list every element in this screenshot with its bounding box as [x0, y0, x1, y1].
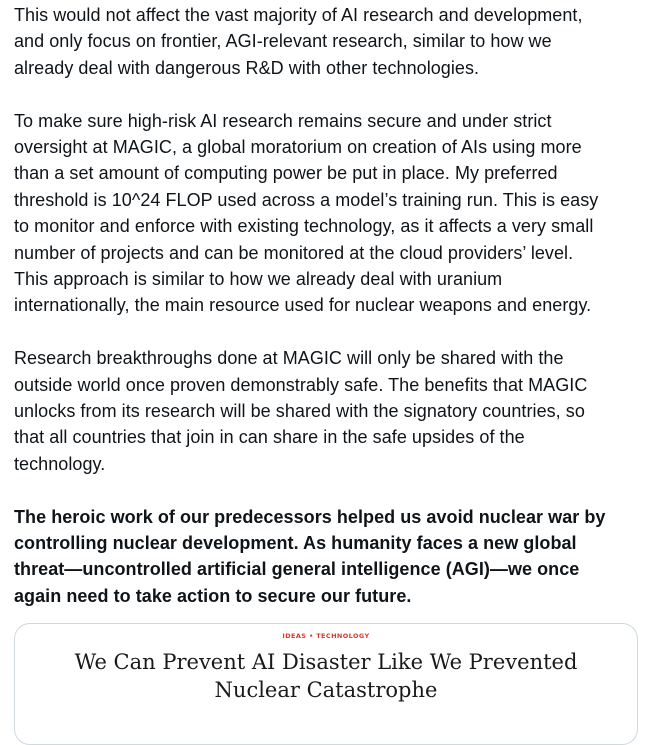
tweet-paragraph-conclusion: The heroic work of our predecessors helped us avoid nuclear war by controlling nuclear development. As humanity faces a new global threat—uncontrolled artificial general intelligence (AGI)—we once again need to take action to secure our future. — [14, 506, 606, 606]
article-link-card[interactable] — [14, 623, 638, 745]
tweet-paragraph-moratorium: To make sure high-risk AI research remains secure and under strict oversight at MAGIC, a global moratorium on creation of AIs using more than a set amount of computing power be put in place. My preferred threshold is 10^24 FLOP used across a model’s training run. This is easy to monitor and enforce with existing technology, as it affects a very small number of projects and can be monitored at the cloud providers’ level. This approach is similar to how we already deal with uranium internationally, the main resource used for nuclear weapons and energy. — [14, 110, 599, 316]
tweet-paragraph-research-sharing: Research breakthroughs done at MAGIC will only be shared with the outside world once proven demonstrably safe. The benefits that MAGIC unlocks from its research will be shared with the signatory countries, so that all countries that join in can share in the safe upsides of the technology. — [14, 348, 588, 474]
tweet-paragraph-scope: This would not affect the vast majority of AI research and development, and only focus on frontier, AGI-relevant research, similar to how we already deal with dangerous R&D with other technologies. — [14, 5, 583, 78]
article-section-label: IDEAS • TECHNOLOGY — [282, 632, 370, 640]
tweet-text — [14, 2, 646, 609]
article-headline: We Can Prevent AI Disaster Like We Prevented Nuclear Catastrophe — [74, 650, 578, 702]
